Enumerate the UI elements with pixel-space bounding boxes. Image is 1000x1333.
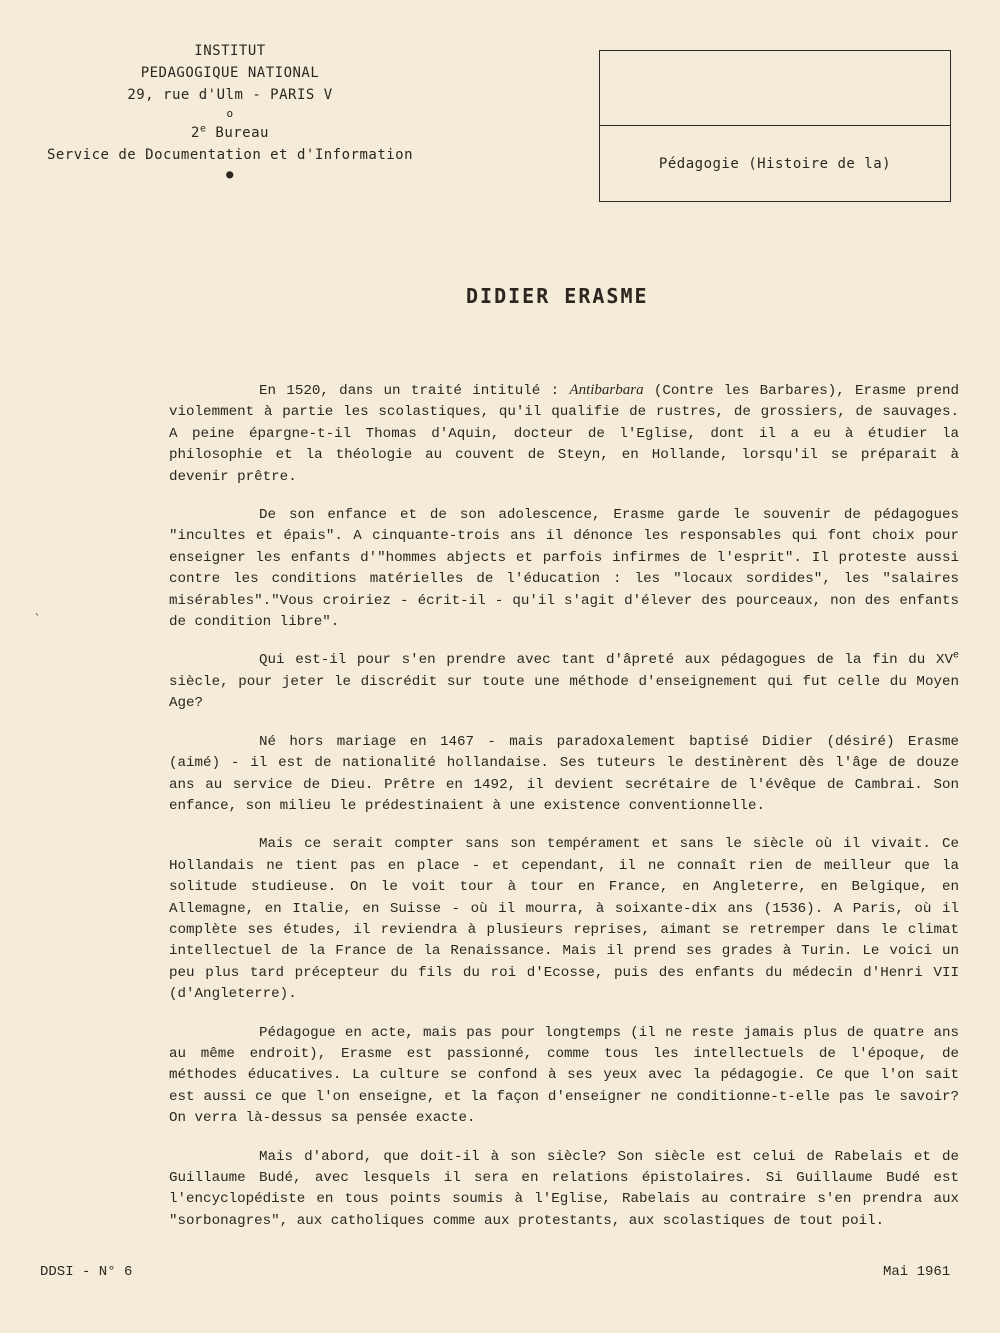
institute-line-2: PEDAGOGIQUE NATIONAL (140, 65, 320, 81)
bureau-number: 2 (191, 125, 200, 141)
paragraph-4: Né hors mariage en 1467 - mais paradoxalement baptisé Didier (désiré) Erasme (aimé) - il est de nationalité hollandaise. Ses tuteurs le destinèrent dès l'âge de douze ans au service de Dieu. Prêtre en 1492, il devient secrétaire de l'évêque de Cambrai. Son enfance, son milieu le prédestinaient à une existence conventionnelle. (169, 733, 959, 814)
paragraph-1-end: (Contre les Barbares), Erasme prend violemment à partie les scolastiques, qu'il qualifie de rustres, de grossiers, de sauvages. A peine épargne-t-il Thomas d'Aquin, docteur de l'Eglise, dont il a eu à étudier la philosophie et la théologie au couvent de Steyn, en Hollande, lorsqu'il se préparait à devenir prêtre. (169, 383, 959, 485)
paragraph-5: Mais ce serait compter sans son tempérament et sans le siècle où il vivait. Ce Hollandais ne tient pas en place - et cependant, il ne connaît rien de meilleur que la solitude studieuse. On le voit tour à tour en France, en Angleterre, en Belgique, en Allemagne, en Italie, en Suisse - où il mourra, à soixante-dix ans (1536). A Paris, où il complète ses études, il reviendra à plusieurs reprises, aimant se retremper dans le climat intellectuel de la France de la Renaissance. Mais il prend ses grades à Turin. Le voici un peu plus tard précepteur du fils du roi d'Ecosse, puis des enfants du médecin d'Henri VII (d'Angleterre). (169, 836, 959, 1003)
header-separator: o (226, 107, 234, 120)
margin-mark: ` (34, 612, 42, 626)
header-bullet: ● (226, 167, 234, 181)
institute-line-1: INSTITUT (194, 43, 266, 59)
paragraph-3 (169, 650, 959, 714)
bureau-label: Bureau (206, 125, 269, 141)
paragraph-1-work-title: Antibarbara (569, 382, 644, 398)
footer-reference: DDSI - N° 6 (40, 1264, 133, 1280)
issuer-header (40, 40, 420, 182)
classification-top-cell (600, 51, 950, 126)
bureau-line (40, 122, 420, 144)
paragraph-6: Pédagogue en acte, mais pas pour longtemps (il ne reste jamais plus de quatre ans au même endroit), Erasme est passionné, comme tous les intellectuels de l'époque, de méthodes éducatives. La culture se confond à ses yeux avec la pédagogie. Ce que l'on sait est aussi ce que l'on enseigne, et la façon d'enseigner ne conditionne-t-elle pas le savoir? On verra là-dessus sa pensée exacte. (169, 1024, 959, 1127)
classification-subject: Pédagogie (Histoire de la) (658, 156, 892, 172)
paragraph-1-start: En 1520, dans un traité intitulé : (259, 383, 570, 399)
paragraph-7: Mais d'abord, que doit-il à son siècle? Son siècle est celui de Rabelais et de Guillaume Budé, avec lesquels il sera en relations épistolaires. Si Guillaume Budé est l'encyclopédiste en tous points soumis à l'Eglise, Rabelais au contraire s'en prendra aux "sorbonagres", aux catholiques comme aux protestants, aux scolastiques de tout poil. (169, 1148, 959, 1229)
paragraph-3-superscript: e (952, 650, 959, 662)
service-name: Service de Documentation et d'Information (46, 147, 414, 163)
bureau-superscript: e (199, 123, 207, 135)
paragraph-3-start: Qui est-il pour s'en prendre avec tant d'âpreté aux pédagogues de la fin du XV (259, 652, 953, 669)
classification-box (599, 50, 951, 202)
document-title: DIDIER ERASME (466, 284, 649, 308)
document-body (169, 380, 959, 1249)
paragraph-2: De son enfance et de son adolescence, Erasme garde le souvenir de pédagogues "incultes et épais". A cinquante-trois ans il dénonce les responsables qui font choix pour enseigner les enfants d'"hommes abjects et parfois infirmes de l'esprit". Il proteste aussi contre les conditions matérielles de l'éducation : les "locaux sordides", les "salaires misérables"."Vous croiriez - écrit-il - qu'il s'agit d'élever des pourceaux, non des enfants de condition libre". (169, 507, 959, 631)
paragraph-1 (169, 380, 959, 488)
footer-date: Mai 1961 (883, 1264, 951, 1280)
paragraph-3-end: siècle, pour jeter le discrédit sur toute une méthode d'enseignement qui fut celle du Moyen Age? (169, 673, 959, 712)
institute-address: 29, rue d'Ulm - PARIS V (127, 87, 333, 103)
